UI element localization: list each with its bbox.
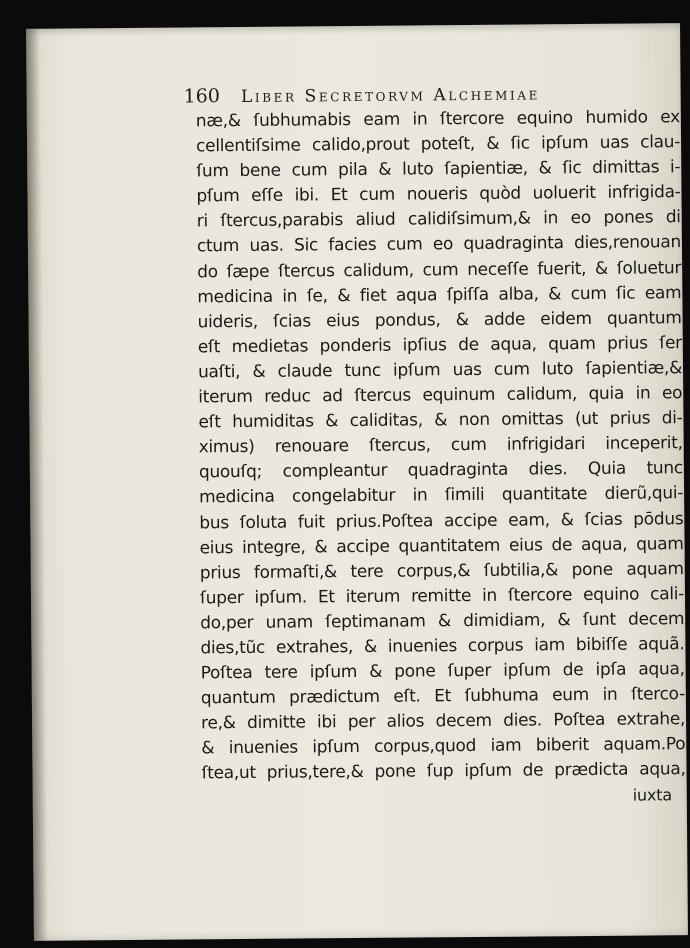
page-number: 160 — [183, 85, 220, 108]
text-line: do ſæpe ſtercus calidum, cum neceſſe fuerit, & ſoluetur — [197, 257, 682, 282]
text-line: prius formaſti,& tere corpus,& ſubtilia,& pone aquam — [199, 558, 684, 584]
text-line: cellentiſsime calido,prout poteſt, & ſic ipſum uas clau- — [195, 132, 681, 157]
text-line: næ,& ſubhumabis eam in ſtercore equino humido ex — [195, 107, 680, 132]
text-line: & inuenies ipſum corpus,quod iam biberit aquam.Po — [201, 734, 686, 759]
text-line: bus ſoluta fuit prius.Poſtea accipe eam, & ſcias pōdus — [199, 508, 684, 533]
text-line: Poſtea tere ipſum & pone ſuper ipſum de ipſa aqua, — [200, 659, 685, 684]
text-line: quouſq; compleantur quadraginta dies. Quia tunc — [198, 458, 683, 483]
text-line: quantum prædictum eſt. Et ſubhuma eum in ſterco- — [200, 684, 685, 709]
text-line: ſtea,ut prius,tere,& pone ſup ipſum de prædicta aqua, — [201, 759, 686, 784]
text-line: ri ſtercus,parabis aliud calidiſsimum,& in eo pones di — [196, 207, 681, 232]
text-block — [196, 105, 686, 787]
text-line: uideris, ſcias eius pondus, & adde eidem quantum — [197, 307, 682, 333]
text-line: ſuper ipſum. Et iterum remitte in ſtercore equino cali- — [199, 583, 685, 609]
text-line: medicina in ſe, & fiet aqua ſpiſſa alba, & cum ſic eam — [197, 282, 682, 308]
running-header — [184, 81, 674, 107]
text-line: eius integre, & accipe quantitatem eius de aqua, quam — [199, 533, 684, 558]
text-line: uaſti, & claude tunc ipſum uas cum luto ſapientiæ,& — [197, 358, 683, 383]
text-line: eſt medietas ponderis ipſius de aqua, quam prius ſer — [197, 333, 682, 358]
text-line: ximus) renouare ſtercus, cum infrigidari inceperit, — [198, 433, 683, 458]
text-line: re,& dimitte ibi per alios decem dies. Poſtea extrahe, — [201, 709, 686, 734]
text-line: ſum bene cum pila & luto ſapientiæ, & ſic dimittas i- — [196, 157, 681, 182]
book-page — [26, 23, 688, 941]
text-line: medicina congelabitur in ſimili quantitate dierũ,qui- — [199, 483, 684, 508]
text-line: dies,tũc extrahes, & inuenies corpus iam bibiſſe aquã. — [200, 634, 685, 659]
text-line: pſum eſſe ibi. Et cum noueris quòd uoluerit infrigida- — [196, 182, 681, 207]
text-line: eſt humiditas & caliditas, & non omittas (ut prius di- — [198, 408, 683, 433]
catchword: iuxta — [632, 785, 672, 805]
running-title: Liber Secretorvm Alchemiae — [240, 84, 541, 107]
text-line: ctum uas. Sic facies cum eo quadraginta dies,renouan — [196, 232, 682, 257]
text-line: do,per unam ſeptimanam & dimidiam, & ſunt decem — [200, 609, 685, 634]
text-line: iterum reduc ad ſtercus equinum calidum, quia in eo — [198, 383, 683, 408]
